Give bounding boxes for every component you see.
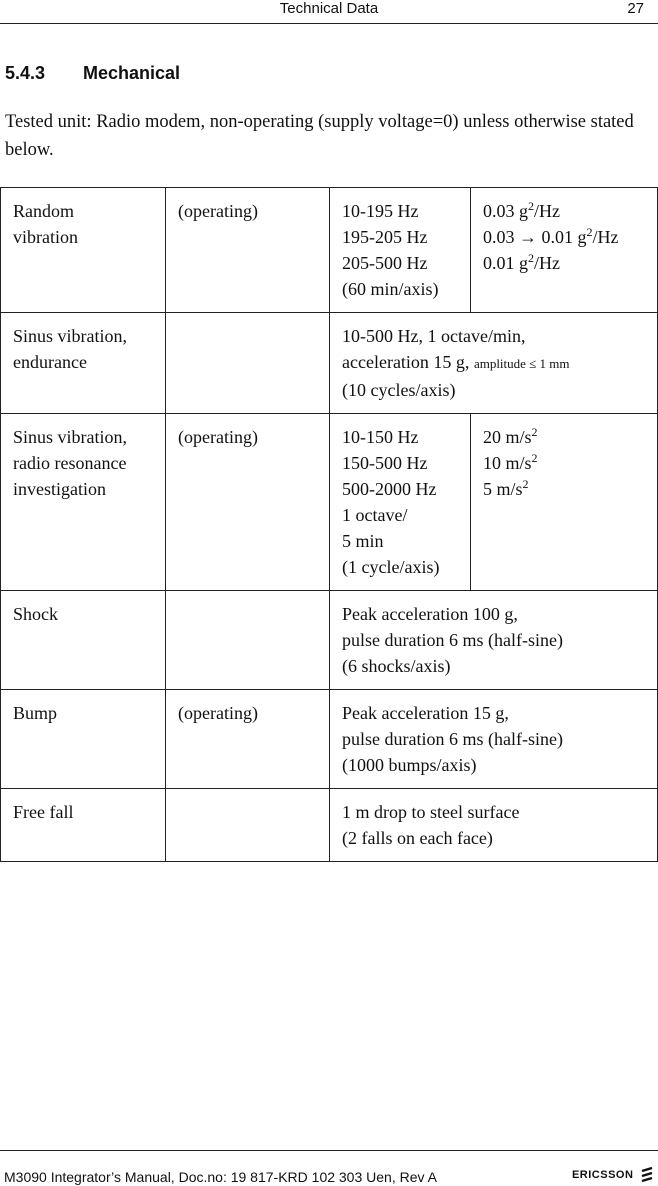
page-number: 27	[627, 0, 644, 17]
table-row	[1, 789, 658, 862]
test-name-cell: Sinus vibration, radio resonance investigation	[1, 414, 166, 591]
page-footer	[0, 1150, 658, 1186]
mode-cell	[166, 313, 330, 414]
logo-text: ERICSSON	[571, 1168, 634, 1181]
header-title: Technical Data	[279, 0, 379, 17]
spec-cell: 10-500 Hz, 1 octave/min, acceleration 15 g, amplitude ≤ 1 mm (10 cycles/axis)	[330, 313, 658, 414]
mode-cell	[166, 591, 330, 690]
table-row	[1, 414, 658, 591]
ericsson-logo	[572, 1167, 653, 1183]
test-name-cell: Bump	[1, 690, 166, 789]
test-name-cell: Sinus vibration, endurance	[1, 313, 166, 414]
mode-cell: (operating)	[166, 414, 330, 591]
page-header	[0, 0, 658, 24]
table-row	[1, 188, 658, 313]
intro-paragraph: Tested unit: Radio modem, non-operating (supply voltage=0) unless otherwise stated below.	[5, 112, 634, 160]
mode-cell	[166, 789, 330, 862]
table-row	[1, 313, 658, 414]
mode-cell: (operating)	[166, 188, 330, 313]
table-row	[1, 591, 658, 690]
section-heading	[5, 63, 180, 84]
footer-doc-info: M3090 Integrator’s Manual, Doc.no: 19 817-KRD 102 303 Uen, Rev A	[4, 1169, 437, 1185]
frequency-cell: 10-150 Hz 150-500 Hz 500-2000 Hz 1 octave/ 5 min (1 cycle/axis)	[330, 414, 471, 591]
mode-cell: (operating)	[166, 690, 330, 789]
spec-cell: Peak acceleration 100 g, pulse duration 6 ms (half-sine) (6 shocks/axis)	[330, 591, 658, 690]
spec-cell: Peak acceleration 15 g, pulse duration 6 ms (half-sine) (1000 bumps/axis)	[330, 690, 658, 789]
level-cell: 20 $m/s^2$ 10 $m/s^2$ 5 $m/s^2$	[471, 414, 658, 591]
test-name-cell: Shock	[1, 591, 166, 690]
test-name-cell: Free fall	[1, 789, 166, 862]
table-row	[1, 690, 658, 789]
section-number: 5.4.3	[5, 63, 46, 83]
test-name-cell: Random vibration	[1, 188, 166, 313]
section-title: Mechanical	[83, 63, 181, 83]
mechanical-spec-table	[0, 187, 658, 862]
frequency-cell: 10-195 Hz 195-205 Hz 205-500 Hz (60 min/axis)	[330, 188, 471, 313]
spec-cell: 1 m drop to steel surface (2 falls on each face)	[330, 789, 658, 862]
level-cell: 0.03 $g^2/Hz$ 0.03 → 0.01 $g^2/Hz$ 0.01 $g^2/Hz$	[471, 188, 658, 313]
ericsson-mark-icon	[641, 1167, 653, 1183]
